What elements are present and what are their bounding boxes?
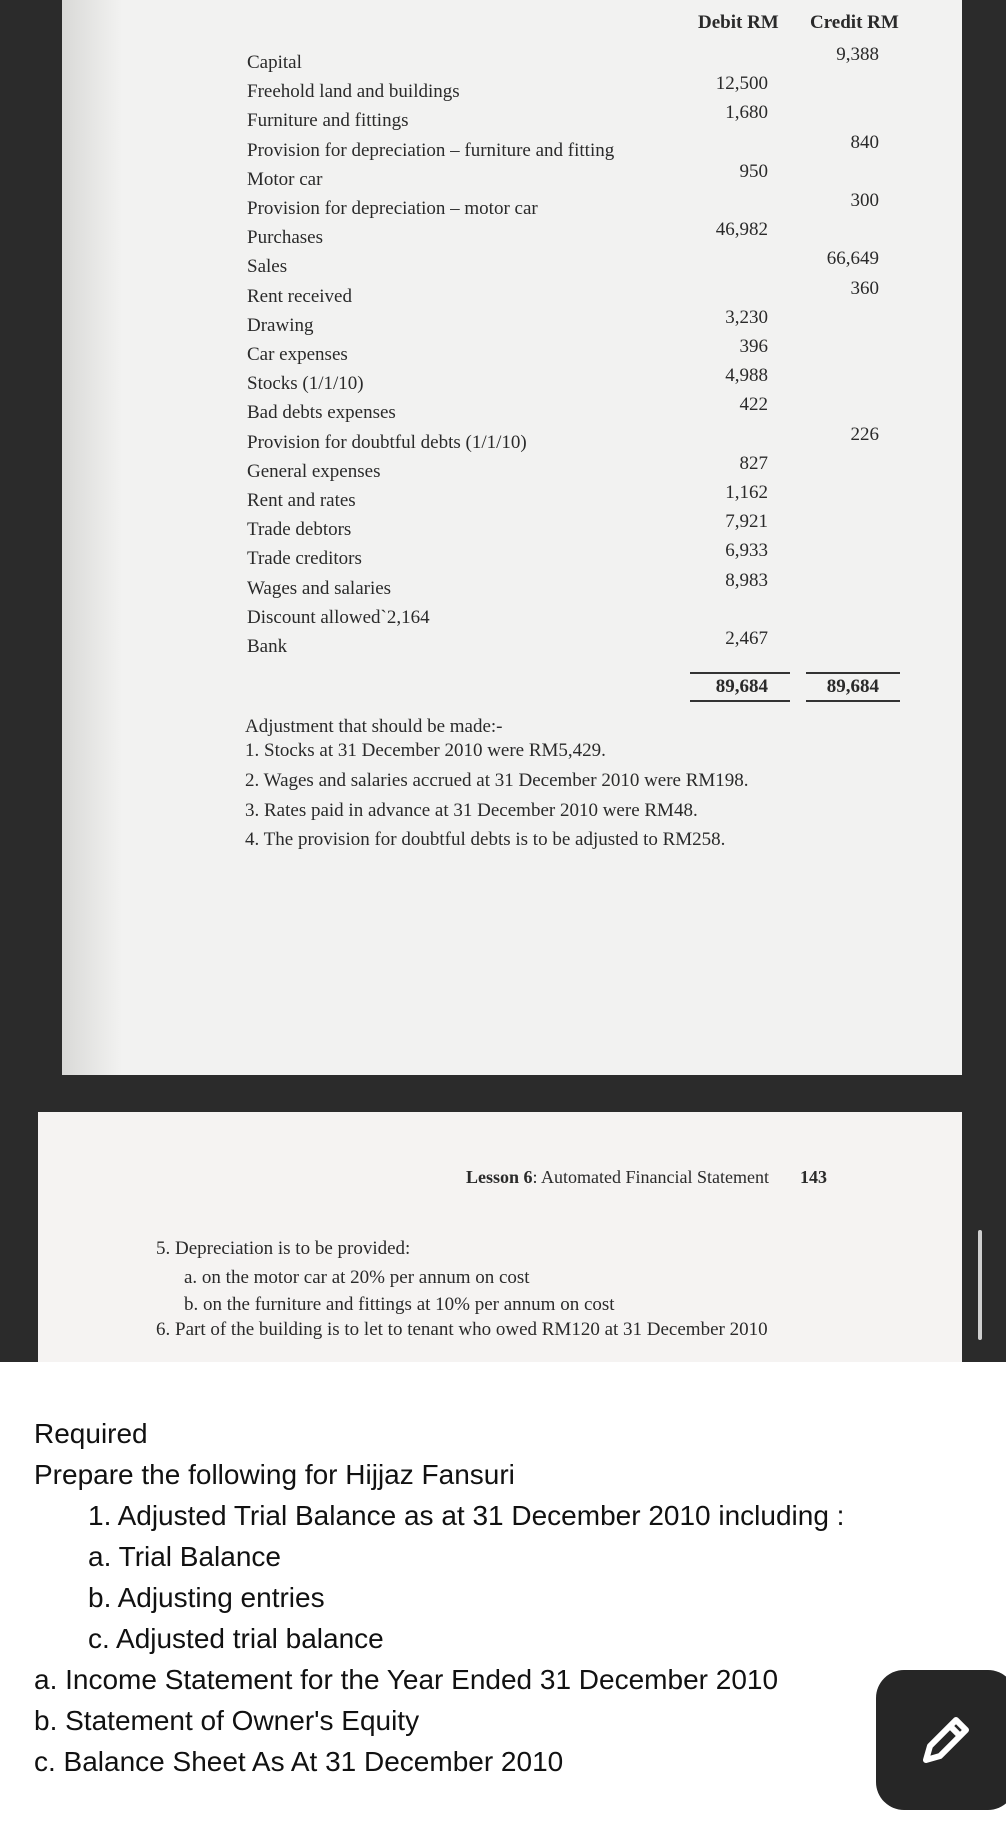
- tb-row: [0, 540, 1006, 578]
- tb-debit: 6,933: [725, 540, 768, 561]
- tb-account: Rent and rates: [247, 490, 356, 511]
- tb-row: [0, 511, 1006, 549]
- credit-header: Credit RM: [810, 12, 899, 33]
- tb-row: [0, 73, 1006, 111]
- tb-account: Motor car: [247, 169, 323, 190]
- tb-account: Car expenses: [247, 344, 348, 365]
- tb-credit: 300: [850, 190, 879, 211]
- tb-account: Furniture and fittings: [247, 110, 409, 131]
- tb-account: Provision for depreciation – motor car: [247, 198, 538, 219]
- adjustment-item: 3. Rates paid in advance at 31 December 2010 were RM48.: [245, 800, 698, 821]
- tb-debit: 396: [739, 336, 768, 357]
- tb-credit: 840: [850, 132, 879, 153]
- lesson-title: : Automated Financial Statement: [532, 1167, 769, 1187]
- tb-credit: 226: [850, 424, 879, 445]
- tb-account: Trade creditors: [247, 548, 362, 569]
- tb-account: Provision for depreciation – furniture and fitting: [247, 140, 615, 161]
- tb-debit: 1,162: [725, 482, 768, 503]
- tb-account: Sales: [247, 256, 288, 277]
- tb-account: Rent received: [247, 286, 352, 307]
- scroll-indicator[interactable]: [978, 1230, 982, 1340]
- tb-debit: 3,230: [725, 307, 768, 328]
- item-5a: a. on the motor car at 20% per annum on cost: [184, 1267, 530, 1288]
- tb-debit: 46,982: [715, 219, 768, 240]
- tb-row: [0, 482, 1006, 520]
- tb-row: [0, 453, 1006, 491]
- debit-header: Debit RM: [698, 12, 779, 33]
- required-line-c: c. Balance Sheet As At 31 December 2010: [34, 1746, 564, 1777]
- tb-row: [0, 607, 1006, 637]
- credit-total: 89,684: [826, 676, 879, 697]
- tb-row: [0, 424, 1006, 462]
- required-intro: Prepare the following for Hijjaz Fansuri: [34, 1459, 515, 1490]
- tb-row: [0, 570, 1006, 608]
- tb-row: [0, 132, 1006, 170]
- tb-row: [0, 44, 1006, 82]
- tb-debit: 8,983: [725, 570, 768, 591]
- tb-account: Freehold land and buildings: [247, 81, 460, 102]
- tb-account: Wages and salaries: [247, 578, 392, 599]
- tb-debit: 827: [739, 453, 768, 474]
- page-number: 143: [800, 1167, 827, 1187]
- tb-row: [0, 628, 1006, 666]
- debit-total-rule-bottom: [690, 700, 790, 702]
- tb-row: [0, 336, 1006, 374]
- tb-debit: 2,467: [725, 628, 768, 649]
- tb-row: [0, 365, 1006, 403]
- edit-button[interactable]: [876, 1670, 1006, 1810]
- tb-account: Purchases: [247, 227, 323, 248]
- adjustment-item: 2. Wages and salaries accrued at 31 December 2010 were RM198.: [245, 770, 749, 791]
- item-5b: b. on the furniture and fittings at 10% per annum on cost: [184, 1294, 615, 1315]
- tb-account: Bad debts expenses: [247, 402, 396, 423]
- required-heading: Required: [34, 1418, 148, 1449]
- lesson-number: Lesson 6: [466, 1167, 533, 1187]
- adjustment-item: 1. Stocks at 31 December 2010 were RM5,429.: [245, 740, 606, 761]
- adjustments-title: Adjustment that should be made:-: [245, 716, 503, 737]
- tb-debit: 422: [739, 394, 768, 415]
- required-line-1: 1. Adjusted Trial Balance as at 31 December 2010 including :: [88, 1500, 845, 1531]
- tb-debit: 1,680: [725, 102, 768, 123]
- tb-credit: 360: [850, 278, 879, 299]
- tb-account: Trade debtors: [247, 519, 352, 540]
- adjustment-item: 4. The provision for doubtful debts is to be adjusted to RM258.: [245, 829, 726, 850]
- tb-row: [0, 190, 1006, 228]
- tb-account: Capital: [247, 52, 302, 73]
- required-line-b: b. Statement of Owner's Equity: [34, 1705, 420, 1736]
- debit-total: 89,684: [715, 676, 768, 697]
- credit-total-rule-bottom: [806, 700, 900, 702]
- item-5: 5. Depreciation is to be provided:: [156, 1238, 411, 1259]
- debit-total-rule-top: [690, 672, 790, 674]
- tb-debit: 7,921: [725, 511, 768, 532]
- tb-account: Bank: [247, 636, 288, 657]
- item-6: 6. Part of the building is to let to tenant who owed RM120 at 31 December 2010: [156, 1319, 768, 1340]
- tb-account: General expenses: [247, 461, 381, 482]
- tb-row: [0, 278, 1006, 316]
- credit-total-rule-top: [806, 672, 900, 674]
- tb-row: [0, 307, 1006, 345]
- tb-account: Stocks (1/1/10): [247, 373, 364, 394]
- required-line-1c: c. Adjusted trial balance: [88, 1623, 384, 1654]
- lesson-header: [466, 1167, 769, 1188]
- required-line-1b: b. Adjusting entries: [88, 1582, 325, 1613]
- required-line-a: a. Income Statement for the Year Ended 31 December 2010: [34, 1664, 779, 1695]
- tb-credit: 9,388: [836, 44, 879, 65]
- required-line-1a: a. Trial Balance: [88, 1541, 281, 1572]
- tb-account: Drawing: [247, 315, 314, 336]
- pencil-icon: [914, 1708, 978, 1772]
- tb-debit: 4,988: [725, 365, 768, 386]
- tb-debit: 12,500: [715, 73, 768, 94]
- tb-account: Discount allowed`2,164: [247, 607, 430, 628]
- tb-credit: 66,649: [826, 248, 879, 269]
- tb-debit: 950: [739, 161, 768, 182]
- tb-account: Provision for doubtful debts (1/1/10): [247, 432, 527, 453]
